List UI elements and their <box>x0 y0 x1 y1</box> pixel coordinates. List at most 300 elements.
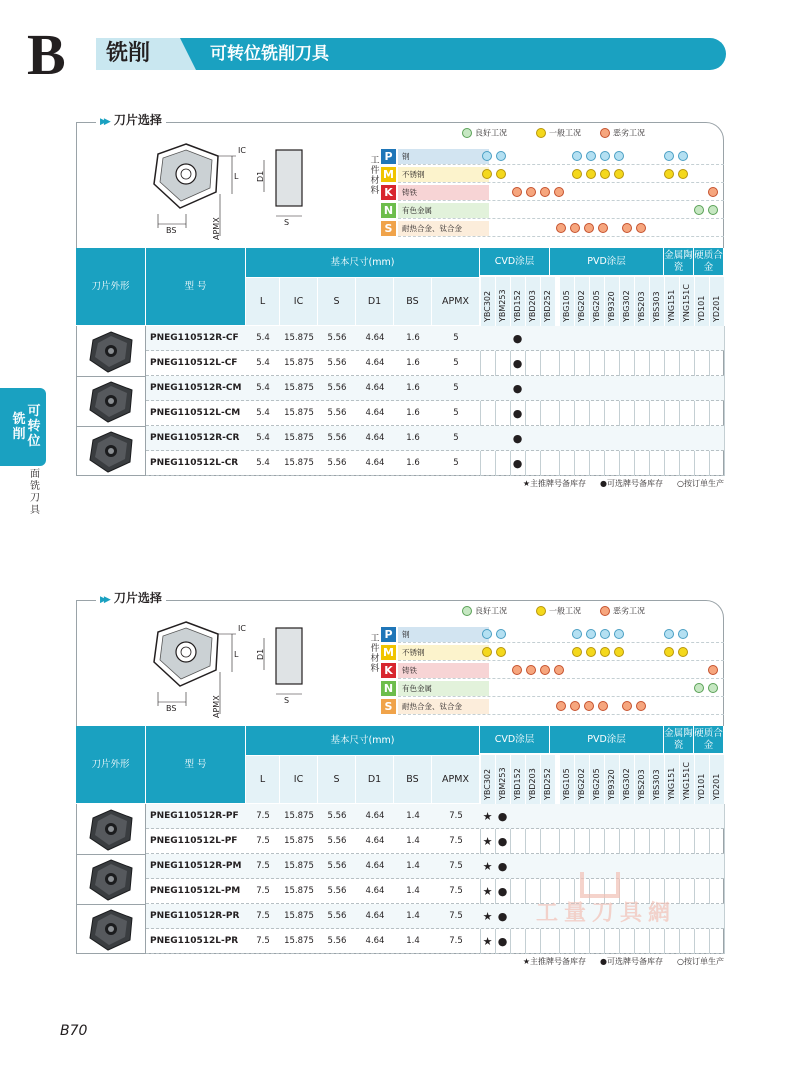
dim-cell-l: 5.4 <box>256 383 270 393</box>
header-grade-ybs303: YBS303 <box>649 754 664 804</box>
grade-mark-ybd152: ● <box>512 357 523 370</box>
legend-notes <box>523 956 724 968</box>
side-tab-text-b: 可转位 <box>27 404 41 449</box>
dim-cell-d1: 4.64 <box>365 333 385 343</box>
material-row-divider <box>398 200 724 201</box>
header-grade-ybs203: YBS203 <box>634 276 649 326</box>
dim-cell-l: 5.4 <box>256 358 270 368</box>
condition-face-icon <box>584 223 594 233</box>
dim-cell-l: 7.5 <box>256 811 270 821</box>
dim-cell-apmx: 7.5 <box>449 936 463 946</box>
header-cermet: 金属陶瓷 <box>664 248 694 276</box>
header-grade-yng151c: YNG151C <box>679 754 694 804</box>
header-dim-s: S <box>318 278 356 326</box>
material-band <box>398 627 489 642</box>
drawing-label-apmx: APMX <box>212 217 221 240</box>
drawing-label-s: S <box>284 218 290 227</box>
grade-mark-ybm253: ● <box>497 860 508 873</box>
material-name: 钢 <box>402 630 410 639</box>
material-row-divider <box>398 678 724 679</box>
note-order: ○按订单生产 <box>677 479 724 488</box>
condition-face-icon <box>554 665 564 675</box>
header-dimensions: 基本尺寸(mm) <box>246 248 480 278</box>
insert-table <box>76 248 724 488</box>
drawing-label-d1: D1 <box>256 170 265 182</box>
material-row-divider <box>398 660 724 661</box>
header-grade-ybg105: YBG105 <box>559 754 574 804</box>
header-grade-ybg205: YBG205 <box>589 276 604 326</box>
dim-cell-apmx: 5 <box>453 383 459 393</box>
watermark-text: 工量刀具網 <box>536 901 677 926</box>
condition-face-icon <box>570 223 580 233</box>
drawing-label-ic: IC <box>238 146 246 155</box>
grade-mark-ybc302: ★ <box>482 835 493 848</box>
material-row-S <box>381 698 724 715</box>
material-row-divider <box>398 182 724 183</box>
header-dimensions: 基本尺寸(mm) <box>246 726 480 756</box>
dim-cell-ic: 15.875 <box>284 886 314 896</box>
dim-cell-d1: 4.64 <box>365 911 385 921</box>
insert-photo-svg <box>76 426 146 476</box>
dim-cell-l: 5.4 <box>256 333 270 343</box>
legend-good-label: 良好工况 <box>475 128 507 138</box>
dim-cell-ic: 15.875 <box>284 936 314 946</box>
table-row[interactable] <box>146 854 724 879</box>
condition-face-icon <box>482 169 492 179</box>
note-order: ○按订单生产 <box>677 957 724 966</box>
condition-face-icon <box>694 683 704 693</box>
legend-good <box>462 128 507 139</box>
legend-bad-label: 恶劣工况 <box>613 606 645 616</box>
dim-cell-apmx: 7.5 <box>449 811 463 821</box>
legend-normal-label: 一般工况 <box>549 606 581 616</box>
drawing-label-d1: D1 <box>256 648 265 660</box>
condition-face-icon <box>556 701 566 711</box>
insert-image <box>76 854 146 904</box>
header-dim-d1: D1 <box>356 756 394 804</box>
header-dim-l: L <box>246 278 280 326</box>
header-dim-apmx: APMX <box>432 756 480 804</box>
header-grade-ybs203: YBS203 <box>634 754 649 804</box>
insert-image <box>76 326 146 376</box>
dim-cell-d1: 4.64 <box>365 433 385 443</box>
dim-cell-l: 7.5 <box>256 936 270 946</box>
drawing-label-ic: IC <box>238 624 246 633</box>
dim-cell-l: 5.4 <box>256 433 270 443</box>
condition-face-icon <box>614 647 624 657</box>
dim-cell-d1: 4.64 <box>365 886 385 896</box>
condition-face-icon <box>526 665 536 675</box>
insert-image <box>76 904 146 954</box>
work-material-label: 工件材料 <box>370 634 380 674</box>
grade-mark-ybd152: ● <box>512 382 523 395</box>
material-row-N <box>381 680 724 697</box>
dim-cell-ic: 15.875 <box>284 836 314 846</box>
double-arrow-icon: ▶▶ <box>100 117 108 127</box>
header-dim-ic: IC <box>280 756 318 804</box>
dim-cell-bs: 1.6 <box>406 383 420 393</box>
material-badge-S: S <box>381 699 396 714</box>
header-grade-ybm253: YBM253 <box>495 276 510 326</box>
dim-cell-d1: 4.64 <box>365 836 385 846</box>
grade-mark-ybm253: ● <box>497 810 508 823</box>
insert-image <box>76 376 146 426</box>
table-row[interactable] <box>146 929 724 954</box>
dim-cell-apmx: 7.5 <box>449 886 463 896</box>
drawing-label-bs: BS <box>166 226 177 235</box>
material-name: 有色金属 <box>402 684 432 693</box>
dim-cell-apmx: 7.5 <box>449 836 463 846</box>
condition-face-icon <box>512 665 522 675</box>
section-title <box>96 112 166 130</box>
grade-mark-ybm253: ● <box>497 910 508 923</box>
table-row[interactable] <box>146 326 724 351</box>
insert-dimension-drawing <box>146 614 346 724</box>
condition-face-icon <box>572 169 582 179</box>
table-row[interactable] <box>146 351 724 376</box>
dim-cell-l: 5.4 <box>256 458 270 468</box>
table-row[interactable] <box>146 451 724 476</box>
dim-cell-s: 5.56 <box>327 433 347 443</box>
legend-normal <box>536 606 581 617</box>
note-main: ★主推牌号备库存 <box>522 479 587 488</box>
header-grade-yng151c: YNG151C <box>679 276 694 326</box>
drawing-label-l: L <box>234 172 239 181</box>
material-badge-K: K <box>381 185 396 200</box>
dim-cell-s: 5.56 <box>327 458 347 468</box>
header-grade-ybm253: YBM253 <box>495 754 510 804</box>
drawing-label-bs: BS <box>166 704 177 713</box>
condition-face-icon <box>586 629 596 639</box>
legend-good-face-icon <box>462 128 472 138</box>
condition-face-icon <box>694 205 704 215</box>
note-optional: ●可选牌号备库存 <box>600 479 664 488</box>
header-grade-yb9320: YB9320 <box>604 276 619 326</box>
insert-image <box>76 804 146 854</box>
material-badge-P: P <box>381 149 396 164</box>
section-title <box>96 590 166 608</box>
dim-cell-apmx: 5 <box>453 333 459 343</box>
condition-face-icon <box>708 683 718 693</box>
drawing-label-apmx: APMX <box>212 695 221 718</box>
header-grade-yng151: YNG151 <box>664 276 679 326</box>
header-grade-ybg202: YBG202 <box>574 276 589 326</box>
header-grade-yd101: YD101 <box>694 754 709 804</box>
condition-face-icon <box>622 223 632 233</box>
insert-image <box>76 426 146 476</box>
model-cell: PNEG110512R-PM <box>150 861 242 871</box>
table-row[interactable] <box>146 829 724 854</box>
legend-normal <box>536 128 581 139</box>
material-name: 不锈钢 <box>402 648 425 657</box>
header-grade-ybs303: YBS303 <box>649 276 664 326</box>
insert-photo-svg <box>76 804 146 854</box>
condition-face-icon <box>614 151 624 161</box>
header-grade-ybg202: YBG202 <box>574 754 589 804</box>
material-row-N <box>381 202 724 219</box>
material-badge-K: K <box>381 663 396 678</box>
grade-mark-ybd152: ● <box>512 432 523 445</box>
dim-cell-ic: 15.875 <box>284 358 314 368</box>
condition-face-icon <box>540 665 550 675</box>
dim-cell-ic: 15.875 <box>284 911 314 921</box>
material-row-P <box>381 148 724 165</box>
header-grade-yd201: YD201 <box>709 754 724 804</box>
header-grade-ybg302: YBG302 <box>619 754 634 804</box>
dim-cell-ic: 15.875 <box>284 811 314 821</box>
header-cvd: CVD涂层 <box>480 726 550 754</box>
condition-face-icon <box>496 647 506 657</box>
material-name: 钢 <box>402 152 410 161</box>
section-title-text: 刀片选择 <box>113 113 162 127</box>
dim-cell-l: 5.4 <box>256 408 270 418</box>
material-badge-M: M <box>381 645 396 660</box>
dim-cell-bs: 1.6 <box>406 358 420 368</box>
header-grade-yng151: YNG151 <box>664 754 679 804</box>
header-dim-bs: BS <box>394 756 432 804</box>
dim-cell-s: 5.56 <box>327 333 347 343</box>
dim-cell-s: 5.56 <box>327 358 347 368</box>
material-badge-N: N <box>381 203 396 218</box>
dim-cell-l: 7.5 <box>256 861 270 871</box>
legend-bad-label: 恶劣工况 <box>613 128 645 138</box>
grade-mark-ybm253: ● <box>497 885 508 898</box>
material-band <box>398 149 489 164</box>
header-dim-ic: IC <box>280 278 318 326</box>
grade-mark-ybm253: ● <box>497 835 508 848</box>
dim-cell-bs: 1.4 <box>406 811 420 821</box>
condition-face-icon <box>570 701 580 711</box>
header-grade-ybg105: YBG105 <box>559 276 574 326</box>
table-row[interactable] <box>146 804 724 829</box>
condition-face-icon <box>600 629 610 639</box>
table-row[interactable] <box>146 401 724 426</box>
legend-bad <box>600 606 645 617</box>
dim-cell-apmx: 7.5 <box>449 911 463 921</box>
condition-face-icon <box>586 647 596 657</box>
insert-dimension-drawing <box>146 136 346 246</box>
table-row[interactable] <box>146 426 724 451</box>
condition-face-icon <box>540 187 550 197</box>
condition-face-icon <box>614 629 624 639</box>
material-row-divider <box>398 642 724 643</box>
dim-cell-ic: 15.875 <box>284 333 314 343</box>
condition-face-icon <box>482 629 492 639</box>
grade-mark-ybc302: ★ <box>482 910 493 923</box>
model-cell: PNEG110512L-CR <box>150 458 239 468</box>
condition-face-icon <box>664 629 674 639</box>
drawing-label-l: L <box>234 650 239 659</box>
header-grade-ybg302: YBG302 <box>619 276 634 326</box>
header-grade-ybd152: YBD152 <box>510 754 525 804</box>
header-grade-yb9320: YB9320 <box>604 754 619 804</box>
dim-cell-ic: 15.875 <box>284 861 314 871</box>
material-badge-P: P <box>381 627 396 642</box>
header-shape: 刀片外形 <box>76 726 146 804</box>
section-title-text: 刀片选择 <box>113 591 162 605</box>
condition-face-icon <box>708 205 718 215</box>
dim-cell-l: 7.5 <box>256 886 270 896</box>
material-name: 耐热合金、钛合金 <box>402 702 462 711</box>
insert-photo-svg <box>76 326 146 376</box>
model-cell: PNEG110512R-CM <box>150 383 242 393</box>
model-cell: PNEG110512R-PR <box>150 911 240 921</box>
material-row-divider <box>398 218 724 219</box>
dim-cell-ic: 15.875 <box>284 383 314 393</box>
dim-cell-apmx: 5 <box>453 358 459 368</box>
condition-face-icon <box>584 701 594 711</box>
header-dim-l: L <box>246 756 280 804</box>
grade-mark-ybc302: ★ <box>482 860 493 873</box>
condition-face-icon <box>496 169 506 179</box>
dim-cell-s: 5.56 <box>327 936 347 946</box>
header-grade-yd101: YD101 <box>694 276 709 326</box>
model-cell: PNEG110512L-CF <box>150 358 238 368</box>
insert-table <box>76 726 724 966</box>
legend-bad-face-icon <box>600 606 610 616</box>
note-optional: ●可选牌号备库存 <box>600 957 664 966</box>
condition-face-icon <box>614 169 624 179</box>
dim-cell-bs: 1.4 <box>406 886 420 896</box>
insert-selection-section <box>76 112 724 488</box>
dim-cell-ic: 15.875 <box>284 433 314 443</box>
dim-cell-s: 5.56 <box>327 408 347 418</box>
condition-face-icon <box>678 647 688 657</box>
condition-face-icon <box>586 151 596 161</box>
material-row-K <box>381 662 724 679</box>
condition-face-icon <box>572 151 582 161</box>
legend-notes <box>523 478 724 490</box>
dim-cell-d1: 4.64 <box>365 358 385 368</box>
header-dim-apmx: APMX <box>432 278 480 326</box>
header-grade-ybd152: YBD152 <box>510 276 525 326</box>
condition-face-icon <box>636 223 646 233</box>
legend-bad <box>600 128 645 139</box>
grade-mark-ybd152: ● <box>512 407 523 420</box>
side-label: 面铣刀具 <box>30 469 40 516</box>
dim-cell-d1: 4.64 <box>365 408 385 418</box>
condition-face-icon <box>482 151 492 161</box>
header-dim-s: S <box>318 756 356 804</box>
dim-cell-s: 5.56 <box>327 836 347 846</box>
condition-face-icon <box>482 647 492 657</box>
material-name: 铸铁 <box>402 666 417 675</box>
header-shape: 刀片外形 <box>76 248 146 326</box>
condition-face-icon <box>664 169 674 179</box>
drawing-label-s: S <box>284 696 290 705</box>
condition-face-icon <box>600 151 610 161</box>
header-cvd: CVD涂层 <box>480 248 550 276</box>
page-title: 可转位铣削刀具 <box>210 44 329 64</box>
condition-face-icon <box>708 187 718 197</box>
section-name: 铣削 <box>106 41 151 66</box>
material-name: 耐热合金、钛合金 <box>402 224 462 233</box>
dim-cell-bs: 1.4 <box>406 836 420 846</box>
header-grade-ybd252: YBD252 <box>540 754 555 804</box>
dim-cell-apmx: 7.5 <box>449 861 463 871</box>
dim-cell-apmx: 5 <box>453 433 459 443</box>
material-row-M <box>381 644 724 661</box>
header-dim-d1: D1 <box>356 278 394 326</box>
dim-cell-l: 7.5 <box>256 911 270 921</box>
grade-mark-ybc302: ★ <box>482 885 493 898</box>
model-cell: PNEG110512L-PR <box>150 936 239 946</box>
condition-face-icon <box>572 629 582 639</box>
header-grade-ybd252: YBD252 <box>540 276 555 326</box>
table-row[interactable] <box>146 376 724 401</box>
condition-face-icon <box>600 647 610 657</box>
grade-mark-ybm253: ● <box>497 935 508 948</box>
dim-cell-d1: 4.64 <box>365 458 385 468</box>
dim-cell-s: 5.56 <box>327 861 347 871</box>
grade-mark-ybc302: ★ <box>482 935 493 948</box>
header-grade-ybd203: YBD203 <box>525 276 540 326</box>
insert-photo-svg <box>76 904 146 954</box>
header-model: 型 号 <box>146 726 246 804</box>
dim-cell-bs: 1.4 <box>406 861 420 871</box>
material-row-P <box>381 626 724 643</box>
chapter-letter: B <box>27 22 66 87</box>
dim-cell-bs: 1.6 <box>406 433 420 443</box>
material-badge-S: S <box>381 221 396 236</box>
work-material-label: 工件材料 <box>370 156 380 196</box>
dim-cell-bs: 1.6 <box>406 408 420 418</box>
watermark-logo <box>580 872 620 898</box>
header-dim-bs: BS <box>394 278 432 326</box>
condition-face-icon <box>600 169 610 179</box>
legend-good <box>462 606 507 617</box>
condition-face-icon <box>572 647 582 657</box>
header-carbide: 硬质合金 <box>694 726 724 754</box>
material-row-S <box>381 220 724 237</box>
condition-face-icon <box>678 629 688 639</box>
model-cell: PNEG110512R-PF <box>150 811 239 821</box>
grade-mark-ybd152: ● <box>512 332 523 345</box>
condition-face-icon <box>586 169 596 179</box>
dim-cell-apmx: 5 <box>453 458 459 468</box>
legend-good-face-icon <box>462 606 472 616</box>
dim-cell-s: 5.56 <box>327 886 347 896</box>
model-cell: PNEG110512R-CF <box>150 333 239 343</box>
model-cell: PNEG110512L-PM <box>150 886 241 896</box>
dim-cell-ic: 15.875 <box>284 458 314 468</box>
condition-face-icon <box>636 701 646 711</box>
condition-face-icon <box>496 629 506 639</box>
dim-cell-apmx: 5 <box>453 408 459 418</box>
condition-face-icon <box>678 151 688 161</box>
header-grade-yd201: YD201 <box>709 276 724 326</box>
dim-cell-bs: 1.4 <box>406 936 420 946</box>
header-grade-ybd203: YBD203 <box>525 754 540 804</box>
legend-normal-face-icon <box>536 128 546 138</box>
header-grade-ybc302: YBC302 <box>480 276 495 326</box>
condition-face-icon <box>526 187 536 197</box>
header-carbide: 硬质合金 <box>694 248 724 276</box>
legend-normal-face-icon <box>536 606 546 616</box>
note-main: ★主推牌号备库存 <box>522 957 587 966</box>
material-row-divider <box>398 714 724 715</box>
legend-bad-face-icon <box>600 128 610 138</box>
dim-cell-bs: 1.6 <box>406 458 420 468</box>
material-badge-M: M <box>381 167 396 182</box>
dim-cell-l: 7.5 <box>256 836 270 846</box>
material-row-divider <box>398 164 724 165</box>
material-row-divider <box>398 696 724 697</box>
grade-mark-ybc302: ★ <box>482 810 493 823</box>
condition-face-icon <box>556 223 566 233</box>
header-pvd: PVD涂层 <box>550 726 664 754</box>
material-row-K <box>381 184 724 201</box>
